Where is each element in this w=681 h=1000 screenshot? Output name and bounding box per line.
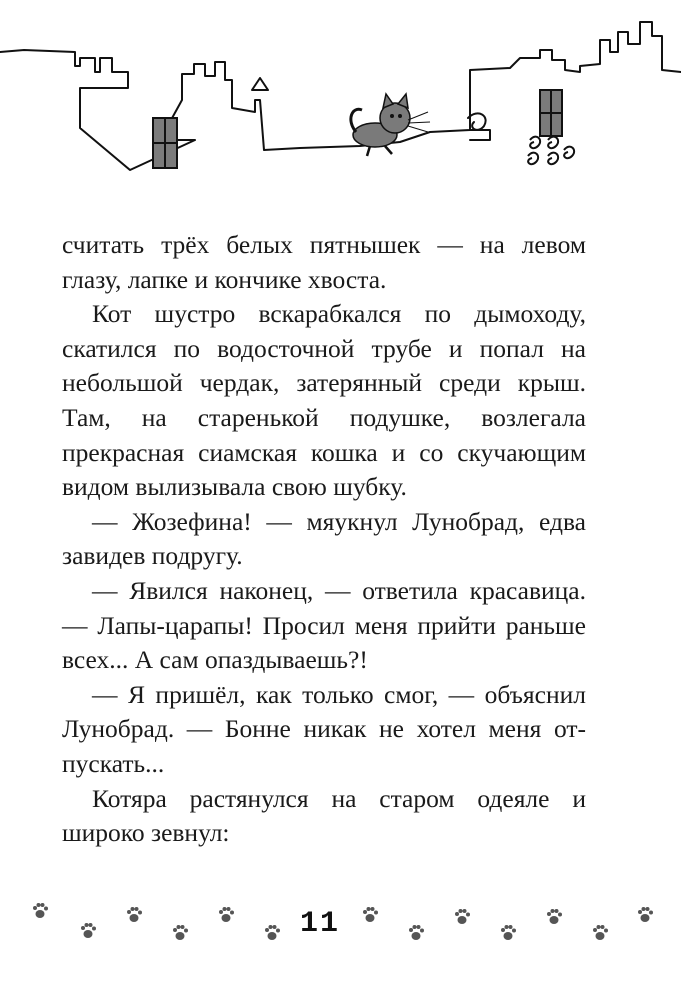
- paw-icon: [33, 903, 48, 918]
- paragraph: — Я пришёл, как только смог, — объяснил Лунобрад. — Бонне никак не хотел меня отпускать...: [62, 679, 586, 778]
- rooftops-cat-illustration: [0, 0, 681, 200]
- paragraph: Котяра растянулся на старом одеяле и широко зевнул:: [62, 783, 586, 848]
- paw-icon: [501, 925, 516, 940]
- paw-icon: [593, 925, 608, 940]
- paw-icon: [455, 909, 470, 924]
- page-number: 11: [299, 907, 340, 941]
- paragraph: — Жозефина! — мяукнул Лунобрад, едва завидев подругу.: [62, 506, 586, 571]
- paw-icon: [265, 925, 280, 940]
- story-text: [62, 228, 586, 851]
- paw-icon: [81, 923, 96, 938]
- paw-icon: [638, 907, 653, 922]
- paw-icon: [173, 925, 188, 940]
- paw-icon: [409, 925, 424, 940]
- paw-icon: [363, 907, 378, 922]
- paw-icon: [127, 907, 142, 922]
- paragraph: Кот шустро вскарабкался по дымоходу, скатился по водосточной трубе и попал на небольшой чердак, затерянный среди крыш. Там, на старенькой подушке, возлегала прекрасная сиамская кошка и со скучающим видом вылизывала свою шубку.: [62, 299, 586, 502]
- paw-icon: [219, 907, 234, 922]
- paragraph: — Явился наконец, — ответила красавица. — Лапы-царапы! Просил меня прийти раньше всех... А сам опаздываешь?!: [62, 575, 586, 675]
- paw-icon: [547, 909, 562, 924]
- paragraph: считать трёх белых пятнышек — на левом глазу, лапке и кончике хвоста.: [62, 230, 586, 294]
